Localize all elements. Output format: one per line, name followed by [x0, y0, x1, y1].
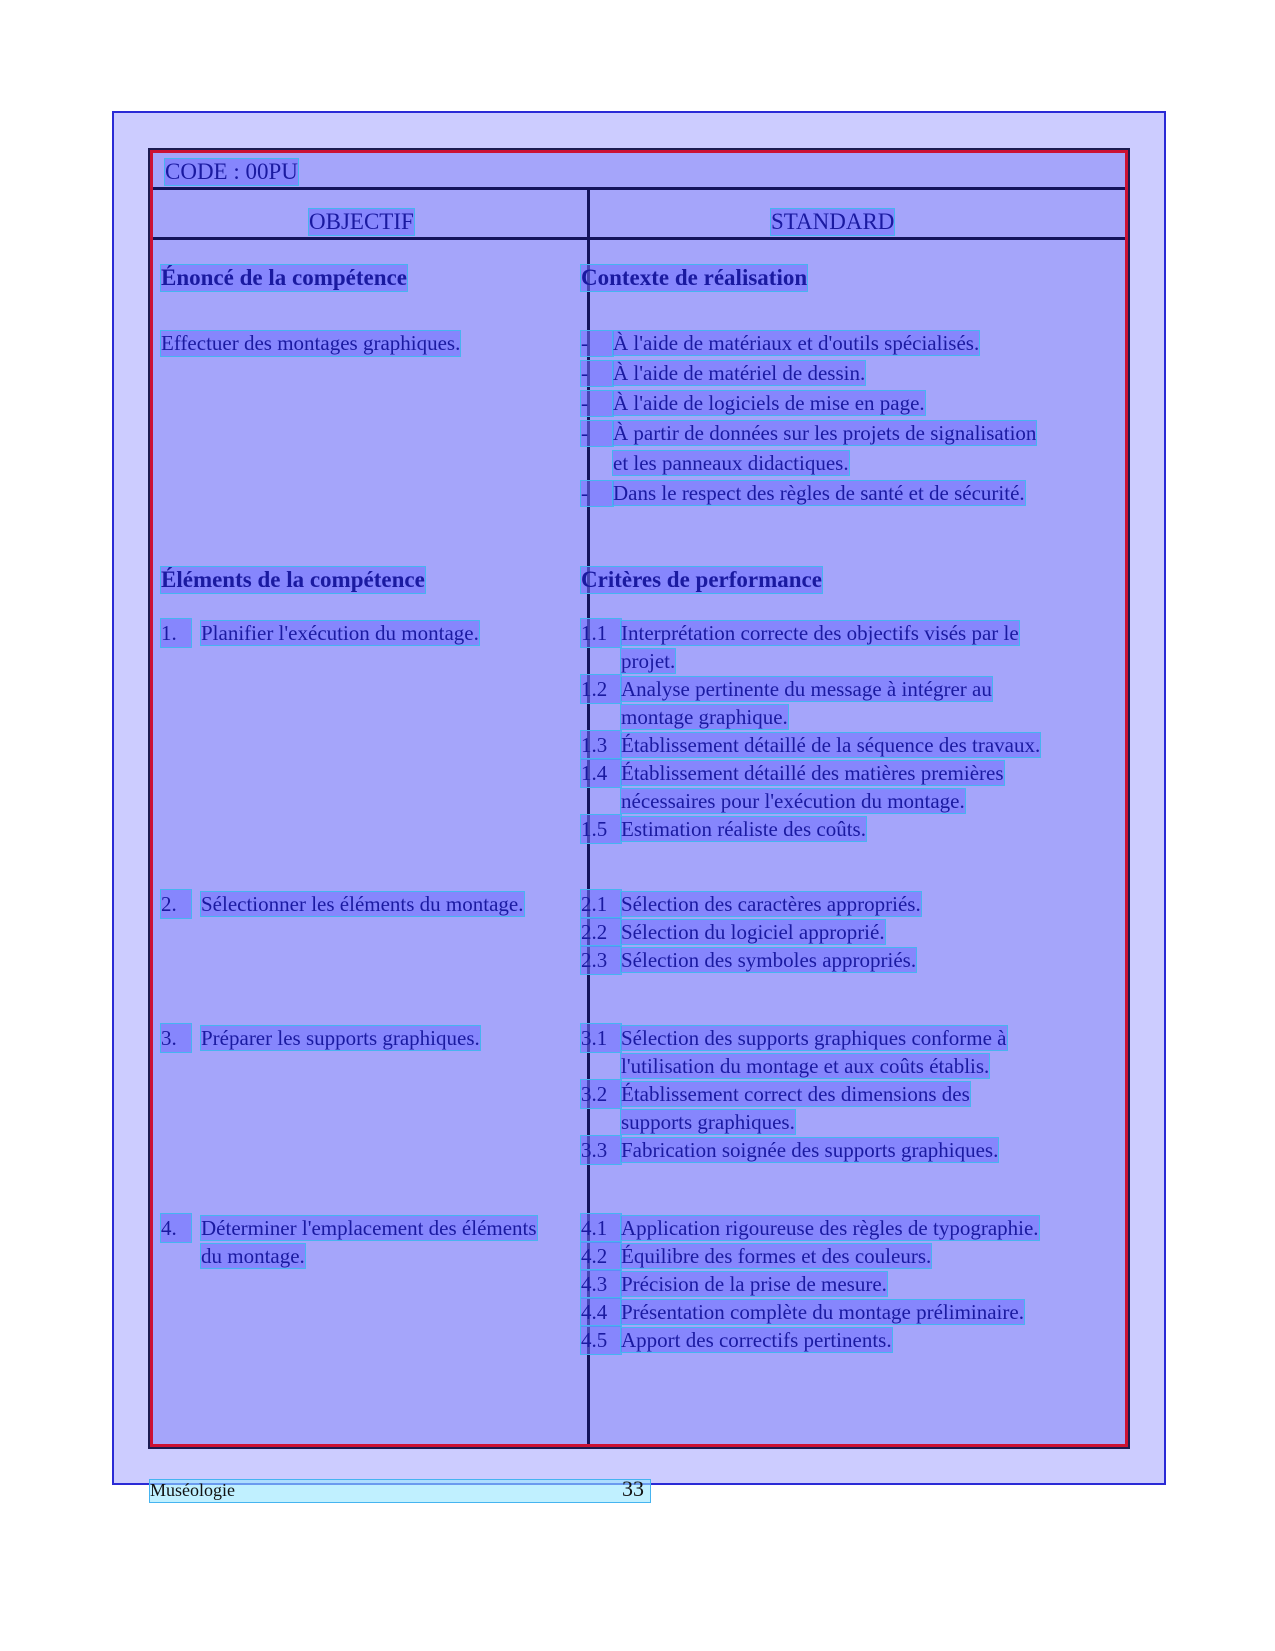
critere-number: 3.2 — [581, 1080, 621, 1108]
bullet-dash: - — [581, 481, 613, 506]
critere-line — [581, 703, 1040, 731]
critere-line — [581, 1080, 1007, 1108]
critere-line — [581, 1108, 1007, 1136]
footer-title: Muséologie — [150, 1480, 235, 1500]
critere-text: Fabrication soignée des supports graphiques. — [621, 1138, 999, 1162]
critere-text: Apport des correctifs pertinents. — [621, 1328, 892, 1352]
critere-line — [581, 647, 1040, 675]
critere-line — [581, 759, 1040, 787]
critere-number: 4.3 — [581, 1270, 621, 1298]
contexte-item — [581, 391, 925, 416]
contexte-item — [581, 361, 865, 386]
critere-text: Présentation complète du montage préliminaire. — [621, 1300, 1024, 1324]
element-line — [161, 1024, 480, 1052]
critere-number: 4.1 — [581, 1214, 621, 1242]
critere-line — [581, 1052, 1007, 1080]
element-item — [161, 1024, 480, 1052]
critere-line — [581, 890, 921, 918]
critere-number: 4.2 — [581, 1242, 621, 1270]
critere-line — [581, 731, 1040, 759]
critere-text: Sélection du logiciel approprié. — [621, 920, 885, 944]
contexte-item — [581, 481, 1025, 506]
element-text: Planifier l'exécution du montage. — [201, 621, 479, 645]
critere-number: 2.2 — [581, 918, 621, 946]
critere-text: Établissement correct des dimensions des — [621, 1082, 970, 1106]
critere-number: 4.4 — [581, 1298, 621, 1326]
critere-text: Établissement détaillé des matières premières — [621, 761, 1004, 785]
element-text: Préparer les supports graphiques. — [201, 1026, 480, 1050]
critere-text: l'utilisation du montage et aux coûts établis. — [621, 1054, 990, 1078]
critere-line — [581, 946, 921, 974]
element-number: 3. — [161, 1024, 191, 1052]
critere-text: Établissement détaillé de la séquence des travaux. — [621, 733, 1041, 757]
critere-number: 4.5 — [581, 1326, 621, 1354]
enonce-title: Énoncé de la compétence — [161, 265, 407, 290]
criteres-group — [581, 890, 921, 974]
critere-line — [581, 1326, 1039, 1354]
element-item — [161, 619, 479, 647]
element-line — [161, 619, 479, 647]
code-label: CODE : 00PU — [165, 159, 298, 184]
critere-text: Sélection des symboles appropriés. — [621, 948, 917, 972]
critere-text: nécessaires pour l'exécution du montage. — [621, 789, 965, 813]
bullet-dash: - — [581, 391, 613, 416]
critere-text: projet. — [621, 649, 676, 673]
critere-number: 1.2 — [581, 675, 621, 703]
critere-number: 1.4 — [581, 759, 621, 787]
contexte-text: À l'aide de matériaux et d'outils spécialisés. — [613, 331, 980, 355]
critere-text: Sélection des caractères appropriés. — [621, 892, 921, 916]
critere-text: Équilibre des formes et des couleurs. — [621, 1244, 932, 1268]
critere-line — [581, 1136, 1007, 1164]
bullet-dash: - — [581, 421, 613, 446]
element-item — [161, 890, 524, 918]
critere-text: montage graphique. — [621, 705, 788, 729]
critere-number: 3.3 — [581, 1136, 621, 1164]
bullet-dash: - — [581, 331, 613, 356]
contexte-item — [581, 451, 849, 476]
criteres-title: Critères de performance — [581, 567, 822, 592]
standard-header: STANDARD — [771, 209, 895, 234]
critere-number: 3.1 — [581, 1024, 621, 1052]
critere-text: Estimation réaliste des coûts. — [621, 817, 866, 841]
critere-line — [581, 1214, 1039, 1242]
element-text: du montage. — [201, 1244, 305, 1268]
critere-text: supports graphiques. — [621, 1110, 795, 1134]
critere-line — [581, 1242, 1039, 1270]
header-bottom-rule — [153, 237, 1125, 240]
competence-table — [150, 150, 1128, 1447]
element-text: Déterminer l'emplacement des éléments — [201, 1216, 537, 1240]
enonce-text: Effectuer des montages graphiques. — [161, 331, 461, 355]
criteres-group — [581, 1214, 1039, 1354]
element-text: Sélectionner les éléments du montage. — [201, 892, 524, 916]
contexte-text: À l'aide de matériel de dessin. — [613, 361, 866, 385]
critere-number: 2.1 — [581, 890, 621, 918]
contexte-item — [581, 421, 1036, 446]
critere-text: Précision de la prise de mesure. — [621, 1272, 887, 1296]
critere-number: 1.3 — [581, 731, 621, 759]
page-footer — [150, 1476, 650, 1502]
critere-line — [581, 1270, 1039, 1298]
critere-line — [581, 1024, 1007, 1052]
critere-line — [581, 787, 1040, 815]
critere-line — [581, 918, 921, 946]
critere-line — [581, 619, 1040, 647]
critere-text: Application rigoureuse des règles de typographie. — [621, 1216, 1039, 1240]
element-line — [161, 1214, 537, 1242]
element-line — [161, 890, 524, 918]
element-line — [161, 1242, 537, 1270]
contexte-title: Contexte de réalisation — [581, 265, 808, 290]
critere-number: 2.3 — [581, 946, 621, 974]
critere-line — [581, 1298, 1039, 1326]
element-number: 1. — [161, 619, 191, 647]
header-top-rule — [153, 187, 1125, 190]
contexte-text: À l'aide de logiciels de mise en page. — [613, 391, 925, 415]
page-number: 33 — [622, 1476, 644, 1501]
element-number: 2. — [161, 890, 191, 918]
contexte-text: À partir de données sur les projets de signalisation — [613, 421, 1037, 445]
element-number: 4. — [161, 1214, 191, 1242]
criteres-group — [581, 619, 1040, 843]
critere-line — [581, 675, 1040, 703]
critere-line — [581, 815, 1040, 843]
bullet-dash: - — [581, 361, 613, 386]
criteres-group — [581, 1024, 1007, 1164]
critere-number: 1.5 — [581, 815, 621, 843]
critere-text: Analyse pertinente du message à intégrer au — [621, 677, 992, 701]
contexte-text: et les panneaux didactiques. — [613, 451, 849, 475]
contexte-text: Dans le respect des règles de santé et de sécurité. — [613, 481, 1025, 505]
critere-number: 1.1 — [581, 619, 621, 647]
element-item — [161, 1214, 537, 1270]
elements-title: Éléments de la compétence — [161, 567, 425, 592]
critere-text: Sélection des supports graphiques conforme à — [621, 1026, 1007, 1050]
critere-text: Interprétation correcte des objectifs visés par le — [621, 621, 1019, 645]
contexte-item — [581, 331, 979, 356]
objectif-header: OBJECTIF — [309, 209, 414, 234]
